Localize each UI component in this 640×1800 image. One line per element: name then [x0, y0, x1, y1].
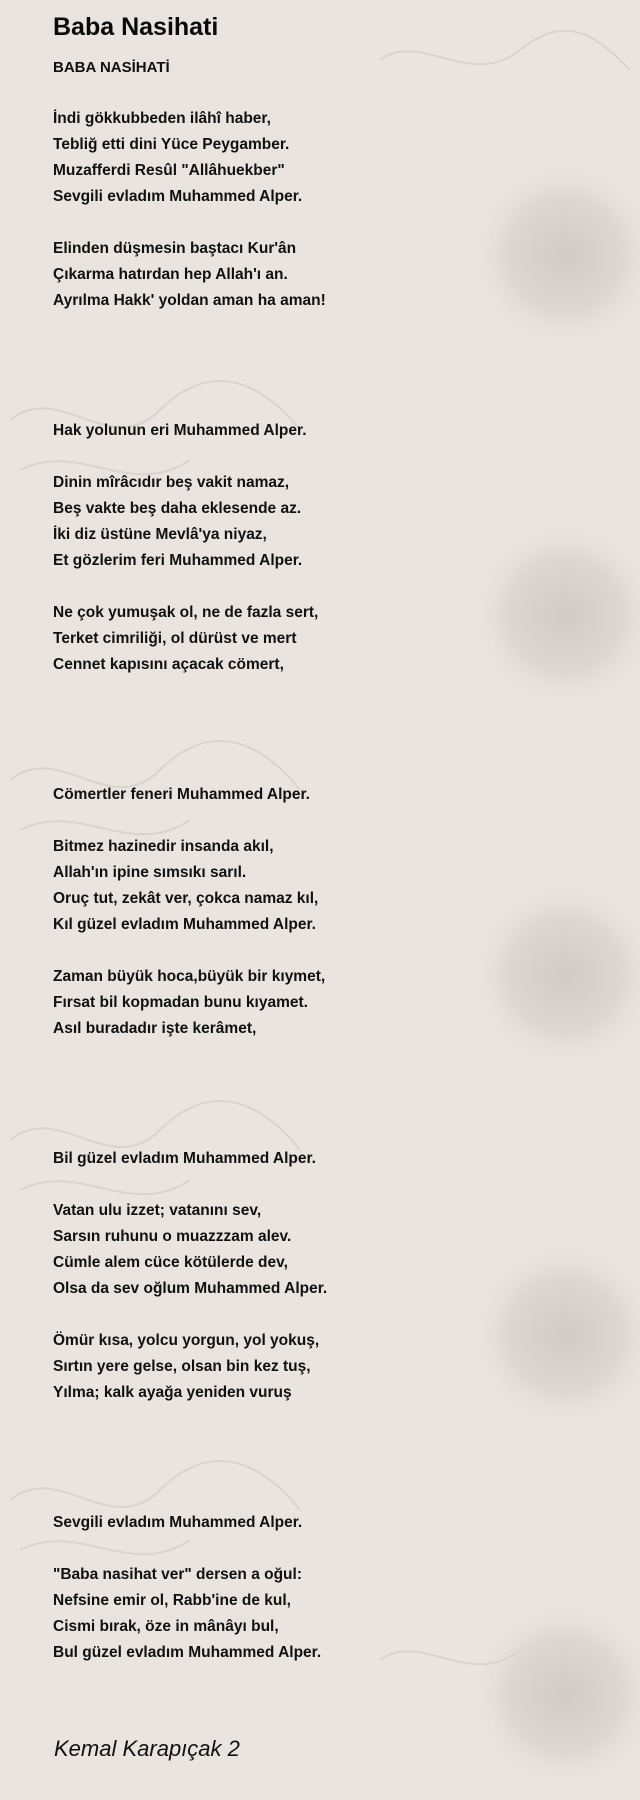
stanza [53, 782, 613, 808]
poem-line: Sarsın ruhunu o muazzzam alev. [53, 1228, 292, 1245]
poem-line: Bul güzel evladım Muhammed Alper. [53, 1644, 322, 1661]
stanza [53, 964, 613, 1042]
poem-line: İki diz üstüne Mevlâ'ya niyaz, [53, 526, 267, 543]
poem-line: Elinden düşmesin baştacı Kur'ân [53, 240, 297, 257]
stanza [53, 1146, 613, 1172]
poem-line: Vatan ulu izzet; vatanını sev, [53, 1202, 262, 1219]
poem-line: Beş vakte beş daha eklesende az. [53, 500, 302, 517]
poem-line: Cömertler feneri Muhammed Alper. [53, 786, 310, 803]
poem-line: Nefsine emir ol, Rabb'ine de kul, [53, 1592, 291, 1609]
poem-line: Bil güzel evladım Muhammed Alper. [53, 1150, 316, 1167]
poem-author: Kemal Karapıçak 2 [54, 1736, 240, 1761]
poem-line: Tebliğ etti dini Yüce Peygamber. [53, 136, 290, 153]
poem-subtitle: BABA NASİHATİ [53, 59, 170, 76]
poem-line: Sevgili evladım Muhammed Alper. [53, 1514, 303, 1531]
stanza [53, 106, 613, 210]
poem-line: Ayrılma Hakk' yoldan aman ha aman! [53, 292, 326, 309]
poem-line: Olsa da sev oğlum Muhammed Alper. [53, 1280, 328, 1297]
stanza [53, 600, 613, 678]
stanza [53, 1198, 613, 1302]
poem-line: Çıkarma hatırdan hep Allah'ı an. [53, 266, 288, 283]
poem-container [53, 8, 613, 1666]
poem-line: "Baba nasihat ver" dersen a oğul: [53, 1566, 302, 1583]
stanza [53, 1562, 613, 1666]
poem-line: Hak yolunun eri Muhammed Alper. [53, 422, 307, 439]
poem-line: Cismi bırak, öze in mânâyı bul, [53, 1618, 279, 1635]
poem-line: Sırtın yere gelse, olsan bin kez tuş, [53, 1358, 311, 1375]
poem-line: Zaman büyük hoca,büyük bir kıymet, [53, 968, 326, 985]
poem-line: Sevgili evladım Muhammed Alper. [53, 188, 303, 205]
poem-line: Cümle alem cüce kötülerde dev, [53, 1254, 288, 1271]
stanza [53, 470, 613, 574]
poem-line: Kıl güzel evladım Muhammed Alper. [53, 916, 316, 933]
poem-line: İndi gökkubbeden ilâhî haber, [53, 110, 271, 127]
poem-line: Ne çok yumuşak ol, ne de fazla sert, [53, 604, 319, 621]
poem-line: Asıl buradadır işte kerâmet, [53, 1020, 257, 1037]
stanza [53, 1328, 613, 1406]
stanza [53, 834, 613, 938]
stanza [53, 236, 613, 314]
poem-line: Cennet kapısını açacak cömert, [53, 656, 284, 673]
poem-title: Baba Nasihati [53, 13, 219, 41]
stanza [53, 1510, 613, 1536]
poem-line: Terket cimriliği, ol dürüst ve mert [53, 630, 297, 647]
poem-line: Oruç tut, zekât ver, çokca namaz kıl, [53, 890, 319, 907]
poem-line: Fırsat bil kopmadan bunu kıyamet. [53, 994, 308, 1011]
poem-line: Ömür kısa, yolcu yorgun, yol yokuş, [53, 1332, 320, 1349]
poem-line: Dinin mîrâcıdır beş vakit namaz, [53, 474, 290, 491]
poem-line: Et gözlerim feri Muhammed Alper. [53, 552, 303, 569]
poem-line: Bitmez hazinedir insanda akıl, [53, 838, 274, 855]
poem-line: Muzafferdi Resûl "Allâhuekber" [53, 162, 285, 179]
poem-line: Yılma; kalk ayağa yeniden vuruş [53, 1384, 292, 1401]
poem-line: Allah'ın ipine sımsıkı sarıl. [53, 864, 247, 881]
stanza [53, 418, 613, 444]
